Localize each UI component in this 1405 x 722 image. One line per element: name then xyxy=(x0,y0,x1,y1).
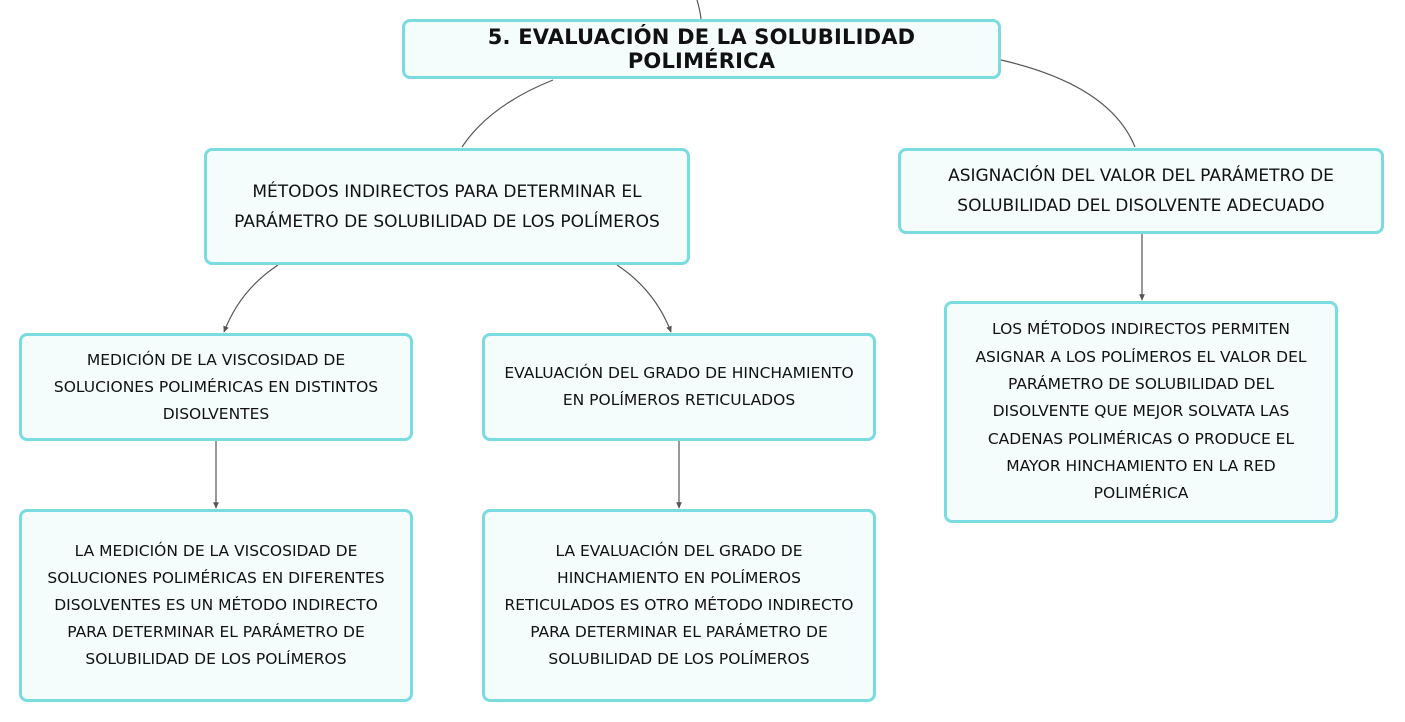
topic-metodos-indirectos-label: MÉTODOS INDIRECTOS PARA DETERMINAR EL PARÁMETRO DE SOLUBILIDAD DE LOS POLÍMEROS xyxy=(234,181,660,232)
detail-grado-hinchamiento-label: LA EVALUACIÓN DEL GRADO DE HINCHAMIENTO EN POLÍMEROS RETICULADOS ES OTRO MÉTODO INDIRECTO PARA DETERMINAR EL PARÁMETRO DE SOLUBILIDAD DE LOS POLÍMEROS xyxy=(504,542,854,668)
subtopic-grado-hinchamiento[interactable] xyxy=(482,333,876,441)
connector-metodos-to-hinchamiento xyxy=(617,265,671,332)
topic-asignacion-valor[interactable] xyxy=(898,148,1384,234)
subtopic-grado-hinchamiento-label: EVALUACIÓN DEL GRADO DE HINCHAMIENTO EN POLÍMEROS RETICULADOS xyxy=(504,364,854,409)
detail-asignacion-valor-label: LOS MÉTODOS INDIRECTOS PERMITEN ASIGNAR A LOS POLÍMEROS EL VALOR DEL PARÁMETRO DE SOLUBILIDAD DEL DISOLVENTE QUE MEJOR SOLVATA LAS CADENAS POLIMÉRICAS O PRODUCE EL MAYOR HINCHAMIENTO EN LA RED POLIMÉRICA xyxy=(975,320,1307,503)
connector-metodos-to-viscosidad xyxy=(224,265,278,332)
connector-root-to-metodos xyxy=(462,80,553,147)
central-topic-node[interactable] xyxy=(402,19,1001,79)
detail-medicion-viscosidad[interactable] xyxy=(19,509,413,702)
subtopic-medicion-viscosidad[interactable] xyxy=(19,333,413,441)
detail-grado-hinchamiento[interactable] xyxy=(482,509,876,702)
topic-asignacion-valor-label: ASIGNACIÓN DEL VALOR DEL PARÁMETRO DE SOLUBILIDAD DEL DISOLVENTE ADECUADO xyxy=(948,166,1334,216)
detail-asignacion-valor[interactable] xyxy=(944,301,1338,523)
subtopic-medicion-viscosidad-label: MEDICIÓN DE LA VISCOSIDAD DE SOLUCIONES POLIMÉRICAS EN DISTINTOS DISOLVENTES xyxy=(53,350,379,423)
connector-parent-to-root xyxy=(697,0,701,19)
connector-root-to-asignacion xyxy=(1001,60,1135,147)
central-topic-label: 5. EVALUACIÓN DE LA SOLUBILIDAD POLIMÉRICA xyxy=(487,25,916,73)
topic-metodos-indirectos[interactable] xyxy=(204,148,690,265)
detail-medicion-viscosidad-label: LA MEDICIÓN DE LA VISCOSIDAD DE SOLUCIONES POLIMÉRICAS EN DIFERENTES DISOLVENTES ES UN MÉTODO INDIRECTO PARA DETERMINAR EL PARÁMETRO DE SOLUBILIDAD DE LOS POLÍMEROS xyxy=(47,542,385,668)
